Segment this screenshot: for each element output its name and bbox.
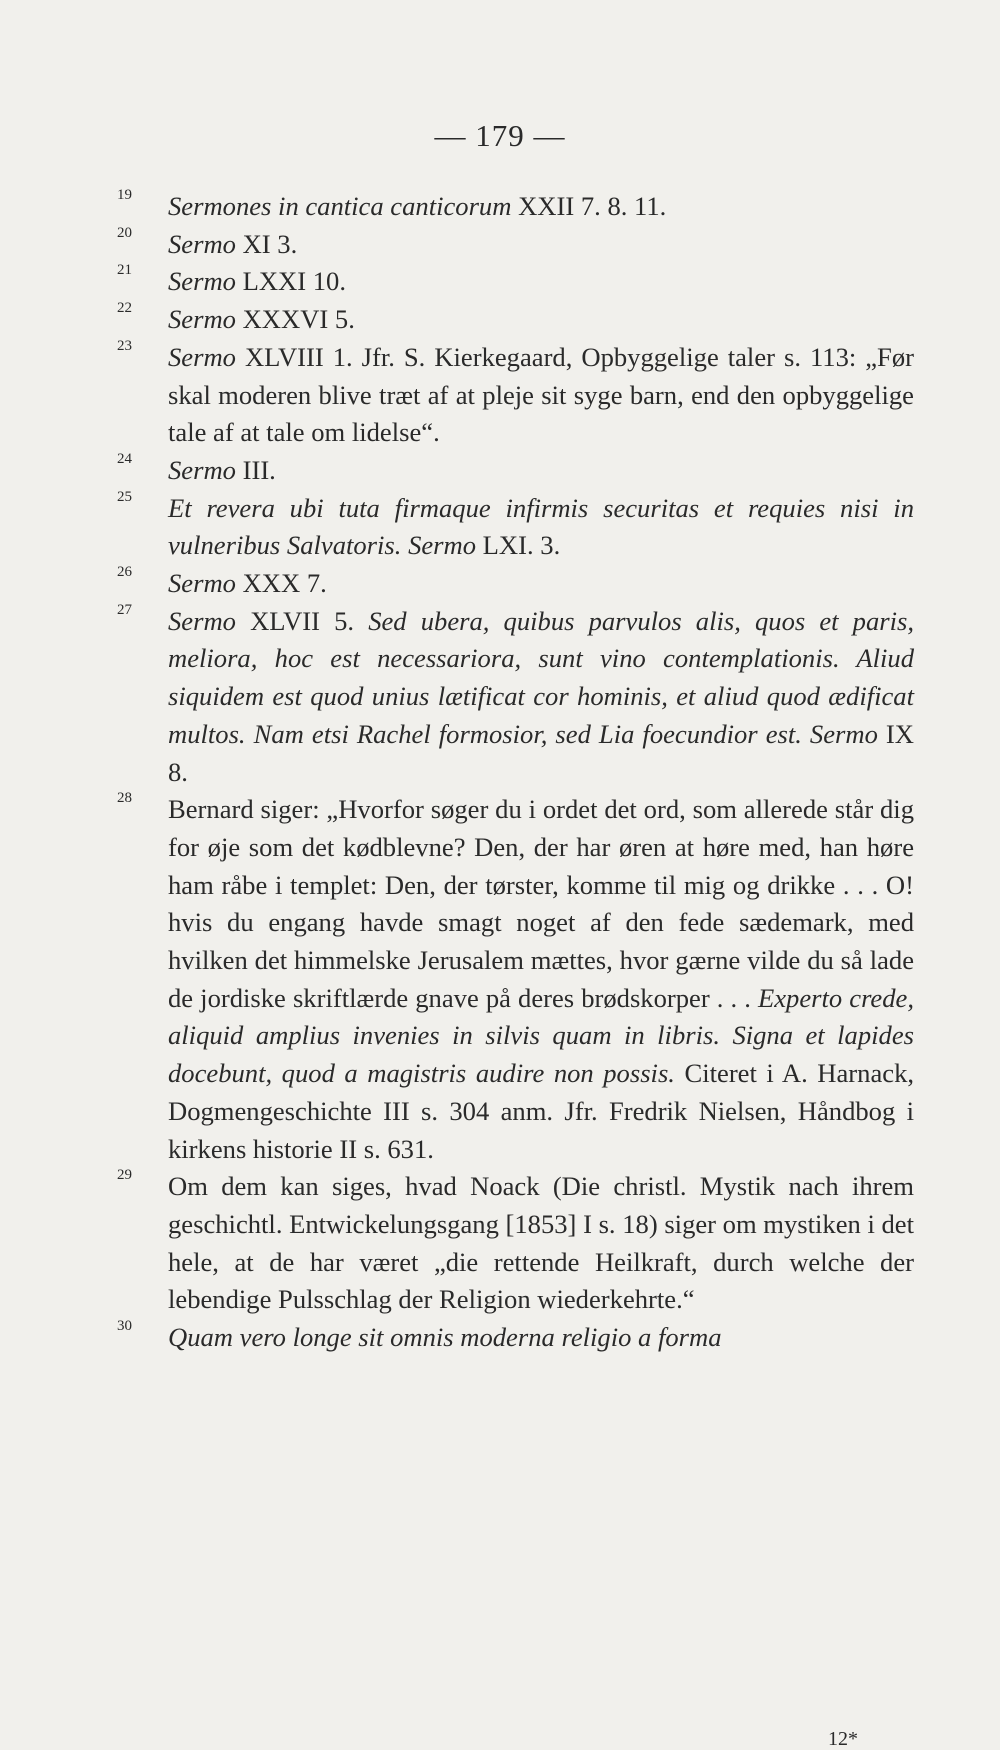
footnote-number: 29 — [117, 1167, 132, 1184]
footnote-text — [168, 452, 914, 490]
latin-quote: Sermones in cantica canticorum — [168, 191, 512, 221]
footnote-text — [168, 1168, 914, 1319]
footnote-text — [168, 188, 914, 226]
footnote-number: 27 — [117, 601, 132, 618]
footnote-text — [168, 301, 914, 339]
footnote-27 — [0, 603, 1000, 792]
footnote-number: 25 — [117, 488, 132, 505]
text-segment: IX 8. — [168, 718, 914, 787]
footnote-23 — [0, 339, 1000, 452]
text-segment: XXX 7. — [235, 568, 327, 599]
text-segment: XXII 7. 8. 11. — [511, 191, 667, 221]
footnote-text — [168, 565, 914, 603]
latin-quote: Sermo — [168, 228, 236, 259]
footnote-26 — [0, 565, 1000, 603]
printer-signature: 12* — [828, 1728, 858, 1750]
footnote-19 — [0, 188, 1000, 226]
footnote-24 — [0, 452, 1000, 490]
text-segment: Citeret i A. Harnack, Dogmengeschichte III s. 304 anm. Jfr. Fredrik Nielsen, Håndbog i kirkens historie II s. 631. — [168, 1058, 915, 1164]
latin-quote: Experto crede, aliquid amplius invenies in silvis quam in libris. Signa et lapides docebunt, quod a magistris audire non possis. — [168, 982, 914, 1089]
footnote-text — [168, 490, 914, 565]
latin-quote: Sermo — [168, 304, 236, 335]
footnote-text — [168, 603, 914, 792]
footnote-text — [168, 1319, 914, 1357]
footnote-20 — [0, 226, 1000, 264]
footnote-29 — [0, 1168, 1000, 1319]
page-number: — 179 — — [434, 118, 566, 153]
latin-quote: Sermo — [168, 568, 236, 599]
text-segment: XLVIII 1. Jfr. S. Kierkegaard, Opbyggelige taler s. 113: „Før skal moderen blive træt af at pleje sit syge barn, end den opbyggelige tale af at tale om lidelse“. — [168, 341, 914, 448]
footnote-number: 24 — [117, 450, 132, 467]
text-segment: XLVII 5. — [235, 605, 369, 636]
footnote-number: 20 — [117, 224, 132, 241]
latin-quote: Sermo — [168, 266, 236, 297]
footnote-number: 30 — [117, 1318, 132, 1335]
latin-quote: Sermo — [168, 341, 236, 372]
latin-quote: Sermo — [168, 605, 236, 636]
text-segment: XI 3. — [235, 228, 298, 259]
latin-quote: Et revera ubi tuta firmaque infirmis securitas et requies nisi in vulneribus Salvatoris. Sermo — [168, 492, 914, 561]
footnotes — [0, 188, 1000, 1357]
footnote-22 — [0, 301, 1000, 339]
text-segment: LXXI 10. — [235, 266, 347, 297]
latin-quote: Quam vero longe sit omnis moderna religio a forma — [168, 1322, 722, 1353]
footnote-number: 28 — [117, 790, 132, 807]
footnote-number: 21 — [117, 262, 132, 279]
footnote-number: 23 — [117, 337, 132, 354]
footnote-text — [168, 263, 914, 301]
latin-quote: Sed ubera, quibus parvulos alis, quos et paris, meliora, hoc est necessariora, sunt vino contemplationis. Aliud siquidem est quod unius lætificat cor hominis, et aliud quod ædificat multos. Nam etsi Rachel formosior, sed Lia foecundior est. Sermo — [168, 605, 914, 749]
text-segment: XXXVI 5. — [235, 304, 355, 335]
footnote-text — [168, 339, 914, 452]
text-segment: Om dem kan siges, hvad Noack (Die christl. Mystik nach ihrem geschichtl. Entwickelungsgang [1853] I s. 18) siger om mystiken i det hele, at de har været „die rettende Heilkraft, durch welche der lebendige Pulsschlag der Religion wiederkehrte.“ — [168, 1171, 914, 1315]
footnote-number: 19 — [117, 187, 132, 203]
footnote-text — [168, 791, 914, 1168]
text-segment: III. — [235, 454, 276, 485]
footnote-25 — [0, 490, 1000, 565]
footnote-30 — [0, 1319, 1000, 1357]
footnote-28 — [0, 791, 1000, 1168]
footnote-21 — [0, 263, 1000, 301]
text-segment: Bernard siger: „Hvorfor søger du i ordet det ord, som allerede står dig for øje som det kødblevne? Den, der har øren at høre med, han høre ham råbe i templet: Den, der tørster, komme til mig og drikke . . . O! hvis du engang havde smagt noget af den fede sædemark, med hvilken det himmelske Jerusalem mættes, hvor gærne vilde du så lade de jordiske skriftlærde gnave på deres brødskorper . . . — [168, 794, 914, 1013]
text-segment: LXI. 3. — [476, 530, 561, 561]
footnote-number: 26 — [117, 564, 132, 581]
footnote-text — [168, 226, 914, 264]
footnote-number: 22 — [117, 300, 132, 317]
latin-quote: Sermo — [168, 454, 236, 485]
